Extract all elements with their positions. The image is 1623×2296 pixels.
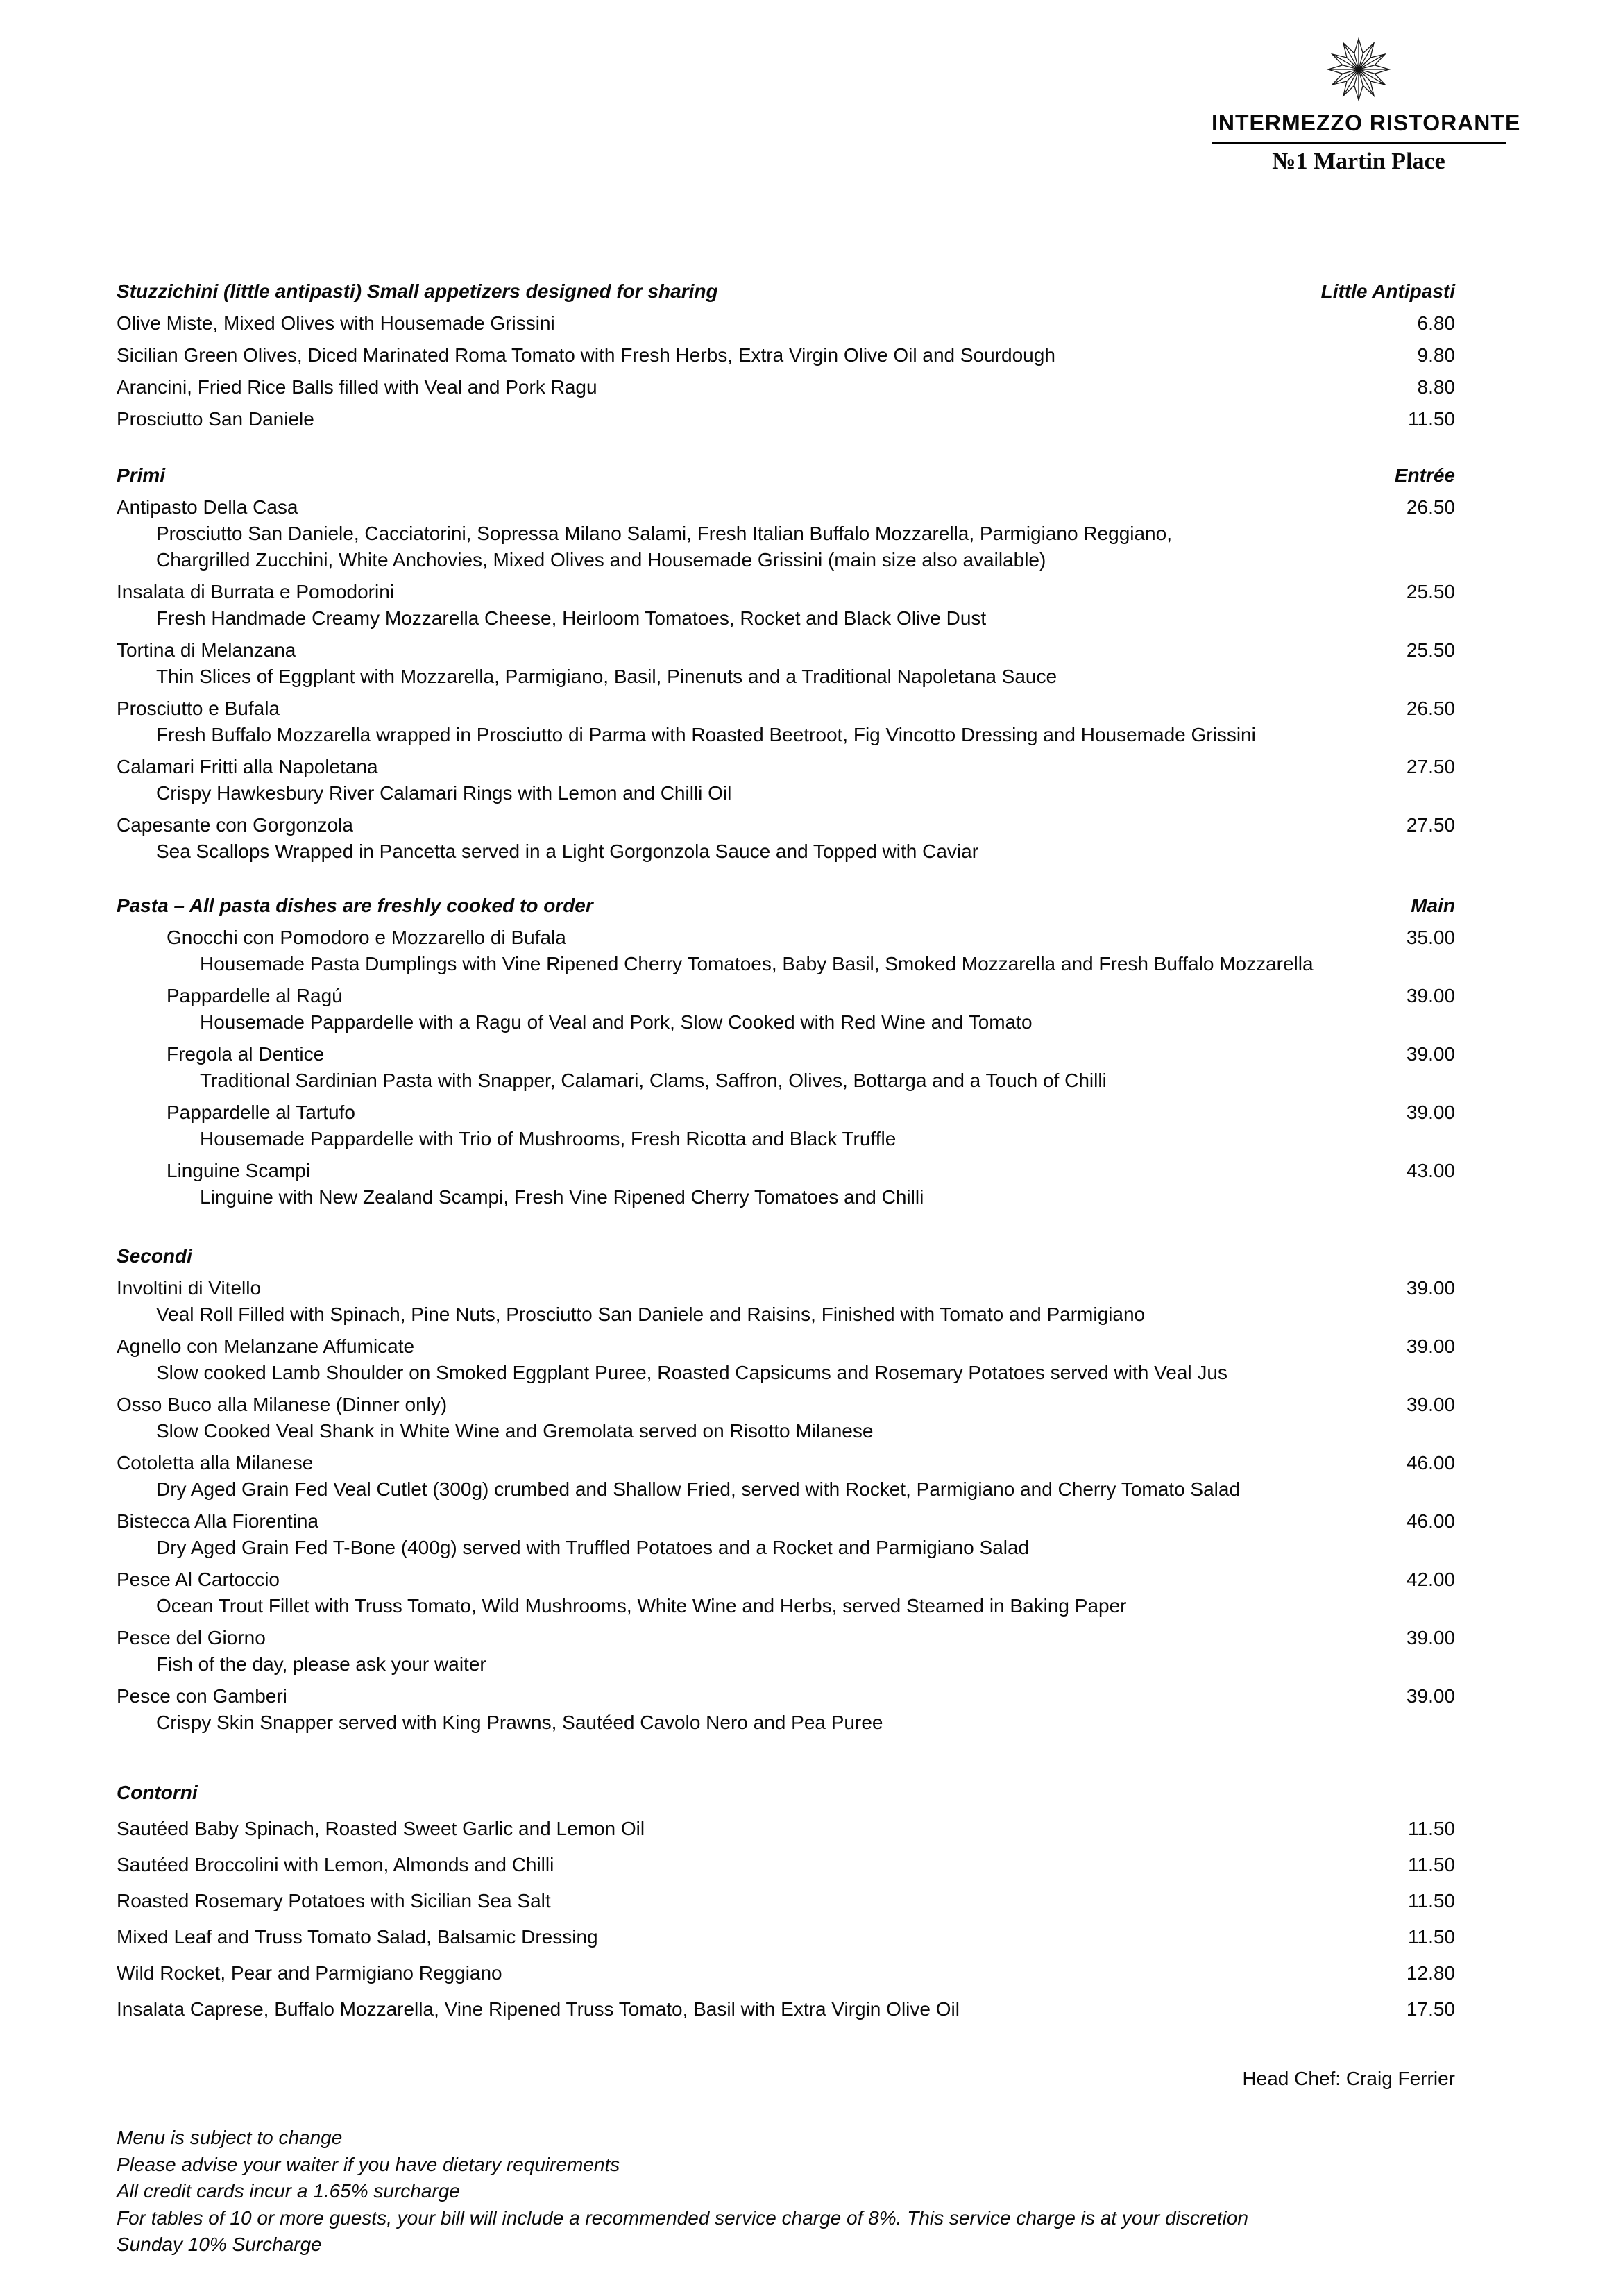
item-price: 43.00 xyxy=(1406,1160,1455,1181)
item-price: 25.50 xyxy=(1406,581,1455,602)
item-price: 39.00 xyxy=(1406,985,1455,1006)
item-description: Housemade Pasta Dumplings with Vine Ripened Cherry Tomatoes, Baby Basil, Smoked Mozzarella and Fresh Buffalo Mozzarella xyxy=(200,953,1314,974)
footer-note: Please advise your waiter if you have dietary requirements xyxy=(117,2153,620,2175)
item-name: Wild Rocket, Pear and Parmigiano Reggiano xyxy=(117,1962,502,1984)
item-price: 17.50 xyxy=(1406,1998,1455,2020)
item-row xyxy=(117,695,1455,722)
menu-section-pasta xyxy=(117,893,1455,1210)
item-description: Fish of the day, please ask your waiter xyxy=(156,1653,486,1675)
menu-item xyxy=(117,1816,1455,1842)
menu-item xyxy=(117,1567,1455,1619)
menu-item xyxy=(117,494,1455,573)
item-row xyxy=(117,1567,1455,1593)
item-price: 42.00 xyxy=(1406,1569,1455,1590)
item-name: Mixed Leaf and Truss Tomato Salad, Balsamic Dressing xyxy=(117,1926,598,1948)
item-price: 9.80 xyxy=(1417,344,1455,366)
item-description: Sea Scallops Wrapped in Pancetta served in a Light Gorgonzola Sauce and Topped with Caviar xyxy=(156,841,979,862)
item-row xyxy=(117,812,1455,838)
item-row xyxy=(117,1099,1455,1126)
footer-note: For tables of 10 or more guests, your bill will include a recommended service charge of 8%. This service charge is at your discretion xyxy=(117,2206,1248,2229)
item-description: Veal Roll Filled with Spinach, Pine Nuts, Prosciutto San Daniele and Raisins, Finished with Tomato and Parmigiano xyxy=(156,1303,1146,1325)
item-name: Antipasto Della Casa xyxy=(117,496,298,518)
menu-item xyxy=(117,812,1455,865)
restaurant-name: INTERMEZZO RISTORANTE xyxy=(1212,110,1506,144)
menu-section-contorni xyxy=(117,1780,1455,2023)
menu-item xyxy=(117,310,1455,337)
item-description: Crispy Skin Snapper served with King Prawns, Sautéed Cavolo Nero and Pea Puree xyxy=(156,1712,883,1733)
item-description: Dry Aged Grain Fed Veal Cutlet (300g) crumbed and Shallow Fried, served with Rocket, Parmigiano and Cherry Tomato Salad xyxy=(156,1478,1241,1500)
item-row xyxy=(117,406,1455,432)
item-price: 39.00 xyxy=(1406,1277,1455,1299)
item-price: 39.00 xyxy=(1406,1101,1455,1123)
item-price: 39.00 xyxy=(1406,1627,1455,1648)
menu-item xyxy=(117,1333,1455,1386)
menu-item xyxy=(117,342,1455,369)
item-row xyxy=(117,1924,1455,1950)
section-title: Primi xyxy=(117,464,166,486)
item-price: 46.00 xyxy=(1406,1510,1455,1532)
footer-notes xyxy=(117,2125,1455,2258)
item-row xyxy=(117,1041,1455,1067)
item-row xyxy=(117,1816,1455,1842)
item-row xyxy=(117,983,1455,1009)
item-row xyxy=(117,342,1455,369)
section-price-label: Entrée xyxy=(1394,464,1455,486)
footer-note: Sunday 10% Surcharge xyxy=(117,2234,322,2255)
menu-item xyxy=(117,1625,1455,1678)
menu-section-primi xyxy=(117,462,1455,865)
item-name: Cotoletta alla Milanese xyxy=(117,1452,314,1474)
item-name: Fregola al Dentice xyxy=(167,1043,325,1065)
item-name: Capesante con Gorgonzola xyxy=(117,814,353,836)
menu-item xyxy=(117,1960,1455,1986)
item-row xyxy=(117,1158,1455,1184)
item-price: 39.00 xyxy=(1406,1335,1455,1357)
item-row xyxy=(117,1960,1455,1986)
menu-section-stuzzichini xyxy=(117,278,1455,432)
item-row xyxy=(117,579,1455,605)
item-name: Agnello con Melanzane Affumicate xyxy=(117,1335,415,1357)
item-price: 27.50 xyxy=(1406,756,1455,777)
item-description: Housemade Pappardelle with Trio of Mushrooms, Fresh Ricotta and Black Truffle xyxy=(200,1128,897,1149)
item-price: 27.50 xyxy=(1406,814,1455,836)
section-title: Contorni xyxy=(117,1782,198,1803)
section-header xyxy=(117,893,1455,919)
item-price: 39.00 xyxy=(1406,1043,1455,1065)
item-name: Arancini, Fried Rice Balls filled with Veal and Pork Ragu xyxy=(117,376,597,398)
item-name: Gnocchi con Pomodoro e Mozzarello di Bufala xyxy=(167,927,566,948)
item-description: Slow Cooked Veal Shank in White Wine and Gremolata served on Risotto Milanese xyxy=(156,1420,874,1442)
item-row xyxy=(117,637,1455,664)
item-description: Thin Slices of Eggplant with Mozzarella, Parmigiano, Basil, Pinenuts and a Traditional Napoletana Sauce xyxy=(156,666,1057,687)
item-row xyxy=(117,1450,1455,1476)
item-name: Roasted Rosemary Potatoes with Sicilian Sea Salt xyxy=(117,1890,551,1911)
item-price: 39.00 xyxy=(1406,1685,1455,1707)
menu-item xyxy=(117,374,1455,400)
item-name: Pesce Al Cartoccio xyxy=(117,1569,280,1590)
menu-item xyxy=(117,406,1455,432)
item-description: Fresh Handmade Creamy Mozzarella Cheese, Heirloom Tomatoes, Rocket and Black Olive Dust xyxy=(156,607,987,629)
item-name: Sautéed Broccolini with Lemon, Almonds and Chilli xyxy=(117,1854,554,1875)
item-row xyxy=(117,1275,1455,1301)
section-title: Secondi xyxy=(117,1245,192,1267)
item-price: 46.00 xyxy=(1406,1452,1455,1474)
menu-item xyxy=(117,1888,1455,1914)
item-name: Prosciutto e Bufala xyxy=(117,698,280,719)
item-price: 11.50 xyxy=(1408,1854,1455,1875)
section-header xyxy=(117,1780,1455,1806)
item-description: Fresh Buffalo Mozzarella wrapped in Prosciutto di Parma with Roasted Beetroot, Fig Vincotto Dressing and Housemade Grissini xyxy=(156,724,1256,745)
item-name: Pesce del Giorno xyxy=(117,1627,266,1648)
menu-item xyxy=(117,579,1455,632)
item-row xyxy=(117,310,1455,337)
section-price-label: Main xyxy=(1411,895,1455,916)
item-description: Traditional Sardinian Pasta with Snapper, Calamari, Clams, Saffron, Olives, Bottarga and a Touch of Chilli xyxy=(200,1070,1107,1091)
restaurant-address: №1 Martin Place xyxy=(1272,149,1445,174)
menu-item xyxy=(117,695,1455,748)
item-description: Chargrilled Zucchini, White Anchovies, Mixed Olives and Housemade Grissini (main size also available) xyxy=(156,549,1046,571)
item-name: Osso Buco alla Milanese (Dinner only) xyxy=(117,1394,448,1415)
item-price: 26.50 xyxy=(1406,496,1455,518)
star-flower-logo-icon xyxy=(1325,36,1392,103)
item-price: 11.50 xyxy=(1408,408,1455,430)
item-name: Pappardelle al Tartufo xyxy=(167,1101,355,1123)
section-price-label: Little Antipasti xyxy=(1320,280,1455,302)
menu-item xyxy=(117,1392,1455,1444)
menu-item xyxy=(117,1924,1455,1950)
item-name: Pappardelle al Ragú xyxy=(167,985,343,1006)
item-name: Sicilian Green Olives, Diced Marinated Roma Tomato with Fresh Herbs, Extra Virgin Olive Oil and Sourdough xyxy=(117,344,1055,366)
menu-item xyxy=(117,637,1455,690)
menu-item xyxy=(117,983,1455,1036)
menu-item xyxy=(117,1158,1455,1210)
item-row xyxy=(117,1333,1455,1360)
menu-sections xyxy=(117,278,1455,2023)
item-row xyxy=(117,1392,1455,1418)
item-price: 8.80 xyxy=(1417,376,1455,398)
item-price: 35.00 xyxy=(1406,927,1455,948)
menu-item xyxy=(117,1852,1455,1878)
item-price: 39.00 xyxy=(1406,1394,1455,1415)
item-price: 11.50 xyxy=(1408,1818,1455,1839)
item-description: Ocean Trout Fillet with Truss Tomato, Wild Mushrooms, White Wine and Herbs, served Steamed in Baking Paper xyxy=(156,1595,1127,1617)
menu-item xyxy=(117,1508,1455,1561)
menu-section-secondi xyxy=(117,1243,1455,1736)
item-name: Involtini di Vitello xyxy=(117,1277,262,1299)
item-price: 25.50 xyxy=(1406,639,1455,661)
section-title: Pasta – All pasta dishes are freshly cooked to order xyxy=(117,895,593,916)
menu-item xyxy=(117,1099,1455,1152)
item-name: Linguine Scampi xyxy=(167,1160,311,1181)
section-header xyxy=(117,1243,1455,1269)
item-row xyxy=(117,374,1455,400)
item-row xyxy=(117,1508,1455,1535)
menu-item xyxy=(117,754,1455,807)
item-row xyxy=(117,1683,1455,1710)
item-row xyxy=(117,925,1455,951)
item-description: Linguine with New Zealand Scampi, Fresh Vine Ripened Cherry Tomatoes and Chilli xyxy=(200,1186,924,1208)
item-description: Dry Aged Grain Fed T-Bone (400g) served with Truffled Potatoes and a Rocket and Parmigiano Salad xyxy=(156,1537,1030,1558)
item-name: Olive Miste, Mixed Olives with Housemade Grissini xyxy=(117,312,555,334)
item-price: 12.80 xyxy=(1406,1962,1455,1984)
menu-item xyxy=(117,1041,1455,1094)
menu-item xyxy=(117,1450,1455,1503)
item-row xyxy=(117,754,1455,780)
item-row xyxy=(117,1852,1455,1878)
item-name: Calamari Fritti alla Napoletana xyxy=(117,756,378,777)
item-row xyxy=(117,1625,1455,1651)
item-name: Insalata Caprese, Buffalo Mozzarella, Vine Ripened Truss Tomato, Basil with Extra Virgin Olive Oil xyxy=(117,1998,960,2020)
item-name: Sautéed Baby Spinach, Roasted Sweet Garlic and Lemon Oil xyxy=(117,1818,645,1839)
item-row xyxy=(117,1888,1455,1914)
menu-item xyxy=(117,1996,1455,2023)
item-price: 11.50 xyxy=(1408,1926,1455,1948)
item-row xyxy=(117,494,1455,521)
footer-note: All credit cards incur a 1.65% surcharge xyxy=(117,2180,460,2202)
item-name: Insalata di Burrata e Pomodorini xyxy=(117,581,394,602)
item-price: 26.50 xyxy=(1406,698,1455,719)
item-name: Pesce con Gamberi xyxy=(117,1685,287,1707)
brand-header xyxy=(1212,0,1521,176)
item-description: Slow cooked Lamb Shoulder on Smoked Eggplant Puree, Roasted Capsicums and Rosemary Potatoes served with Veal Jus xyxy=(156,1362,1227,1383)
menu-item xyxy=(117,1683,1455,1736)
section-title: Stuzzichini (little antipasti) Small appetizers designed for sharing xyxy=(117,280,718,302)
section-header xyxy=(117,462,1455,489)
item-price: 6.80 xyxy=(1417,312,1455,334)
item-description: Prosciutto San Daniele, Cacciatorini, Sopressa Milano Salami, Fresh Italian Buffalo Mozzarella, Parmigiano Reggiano, xyxy=(156,523,1172,544)
item-name: Bistecca Alla Fiorentina xyxy=(117,1510,319,1532)
item-name: Tortina di Melanzana xyxy=(117,639,296,661)
item-description: Crispy Hawkesbury River Calamari Rings with Lemon and Chilli Oil xyxy=(156,782,732,804)
section-header xyxy=(117,278,1455,305)
menu-item xyxy=(117,925,1455,977)
footer-note: Menu is subject to change xyxy=(117,2127,343,2148)
menu-item xyxy=(117,1275,1455,1328)
item-description: Housemade Pappardelle with a Ragu of Veal and Pork, Slow Cooked with Red Wine and Tomato xyxy=(200,1011,1033,1033)
item-row xyxy=(117,1996,1455,2023)
item-name: Prosciutto San Daniele xyxy=(117,408,314,430)
head-chef-line: Head Chef: Craig Ferrier xyxy=(1242,2068,1455,2089)
item-price: 11.50 xyxy=(1408,1890,1455,1911)
